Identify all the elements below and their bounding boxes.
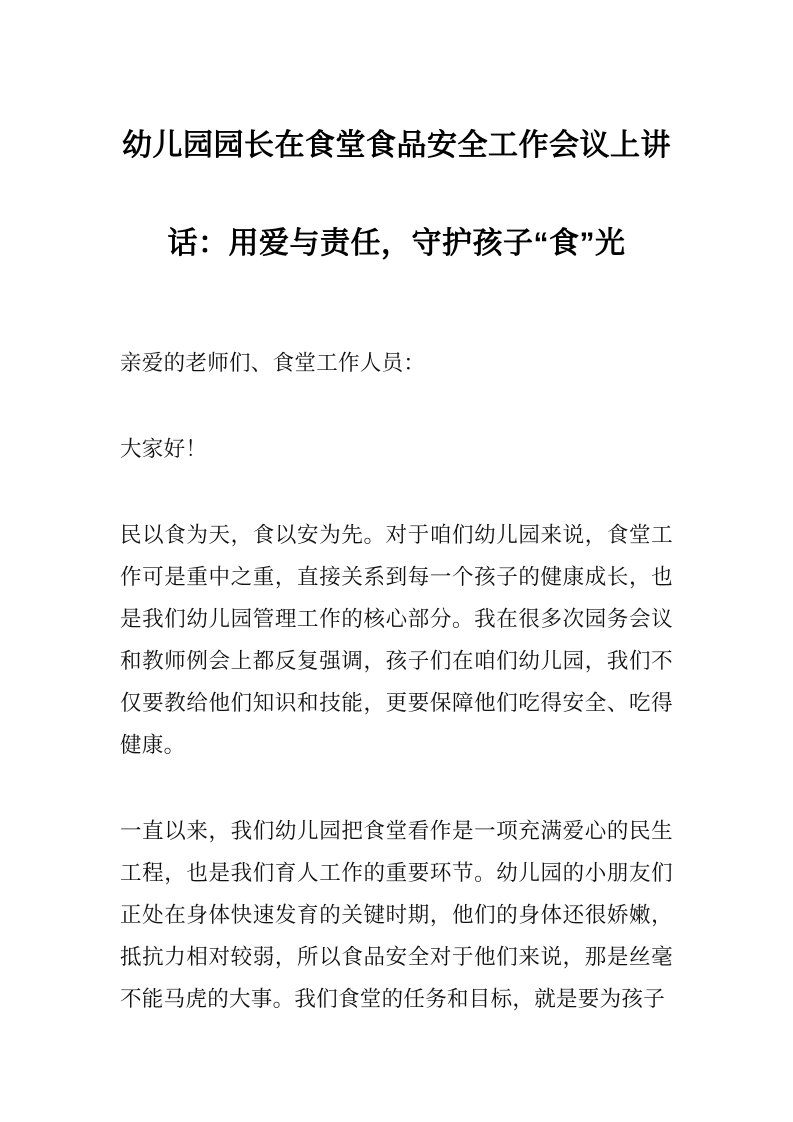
document-title xyxy=(120,97,673,293)
body-paragraph-1: 民以食为天，食以安为先。对于咱们幼儿园来说，食堂工作可是重中之重，直接关系到每一个孩子的健康成长，也是我们幼儿园管理工作的核心部分。我在很多次园务会议和教师例会上都反复强调，孩子们在咱们幼儿园，我们不仅要教给他们知识和技能，更要保障他们吃得安全、吃得健康。 xyxy=(120,523,673,757)
document-title-line-2: 话：用爱与责任，守护孩子“食”光 xyxy=(167,227,626,260)
document-title-line-1: 幼儿园园长在食堂食品安全工作会议上讲 xyxy=(122,129,671,162)
body-paragraph-2: 一直以来，我们幼儿园把食堂看作是一项充满爱心的民生工程，也是我们育人工作的重要环节。幼儿园的小朋友们正处在身体快速发育的关键时期，他们的身体还很娇嫩，抵抗力相对较弱，所以食品安全对于他们来说，那是丝毫不能马虎的大事。我们食堂的任务和目标，就是要为孩子 xyxy=(120,819,673,1011)
greeting-paragraph: 大家好！ xyxy=(120,437,208,461)
salutation-paragraph: 亲爱的老师们、食堂工作人员： xyxy=(120,351,426,375)
document-body xyxy=(120,342,673,1020)
